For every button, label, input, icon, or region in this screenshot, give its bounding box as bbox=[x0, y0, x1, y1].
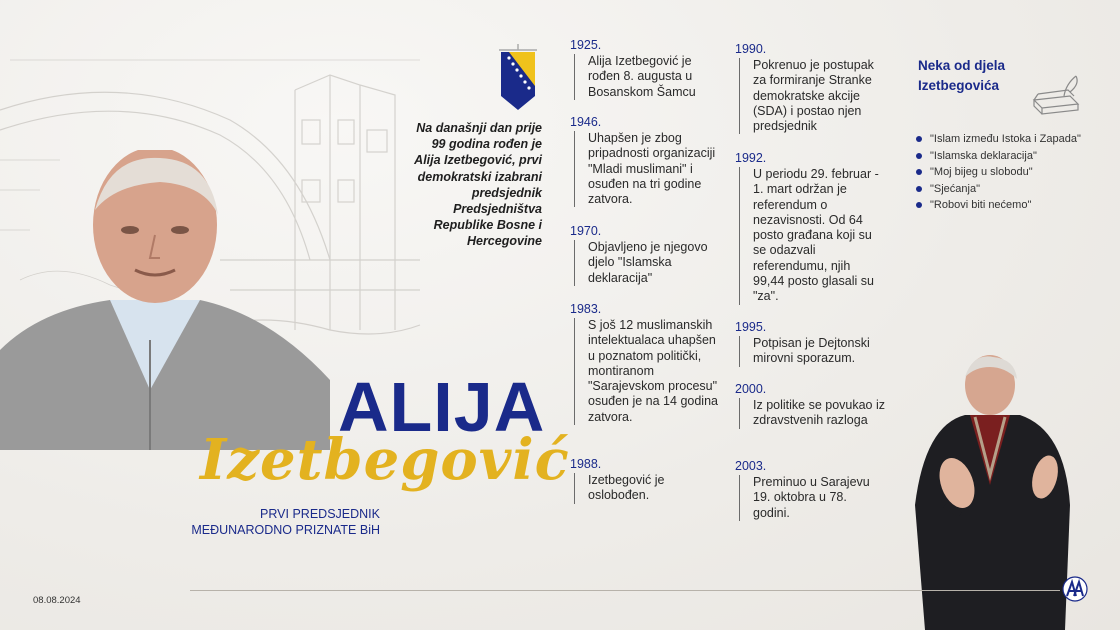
timeline-item bbox=[570, 302, 720, 425]
timeline-year: 1925. bbox=[570, 38, 602, 52]
timeline-year: 1990. bbox=[735, 42, 767, 56]
timeline-item bbox=[735, 320, 885, 367]
portrait-left bbox=[0, 150, 330, 450]
publish-date: 08.08.2024 bbox=[33, 595, 81, 606]
timeline-year: 1970. bbox=[570, 224, 602, 238]
list-item: "Robovi biti nećemo" bbox=[916, 197, 1086, 214]
timeline-item bbox=[570, 224, 720, 286]
subtitle-line2: MEĐUNARODNO PRIZNATE BiH bbox=[191, 523, 380, 537]
timeline-item bbox=[570, 38, 720, 100]
list-item: "Islam između Istoka i Zapada" bbox=[916, 131, 1086, 148]
timeline-year: 1992. bbox=[735, 151, 767, 165]
bottom-divider bbox=[190, 590, 1060, 591]
timeline-text: Izetbegović je oslobođen. bbox=[574, 473, 720, 504]
aa-logo-icon bbox=[1062, 576, 1088, 602]
bih-flag-pennant-icon bbox=[497, 44, 539, 114]
timeline-text: U periodu 29. februar - 1. mart održan je referendum o nezavisnosti. Od 64 posto građana koji su se odazvali referendumu, njih 99,44 posto glasali su "za". bbox=[739, 167, 885, 305]
name-last: Izetbegović bbox=[200, 427, 570, 493]
timeline-item bbox=[735, 382, 885, 429]
timeline-item bbox=[735, 151, 885, 305]
timeline-year: 1995. bbox=[735, 320, 767, 334]
timeline-text: Iz politike se povukao iz zdravstvenih razloga bbox=[739, 398, 885, 429]
timeline-text: Objavljeno je njegovo djelo "Islamska deklaracija" bbox=[574, 240, 720, 286]
subtitle bbox=[190, 506, 380, 538]
list-item: "Sjećanja" bbox=[916, 181, 1086, 198]
timeline-text: Potpisan je Dejtonski mirovni sporazum. bbox=[739, 336, 885, 367]
works-title: Neka od djela Izetbegovića bbox=[918, 58, 1006, 93]
timeline-text: Uhapšen je zbog pripadnosti organizaciji "Mladi muslimani" i osuđen na tri godine zatvora. bbox=[574, 131, 720, 207]
books-quill-icon bbox=[1030, 74, 1084, 120]
list-item: "Islamska deklaracija" bbox=[916, 148, 1086, 165]
name-first: ALIJA bbox=[338, 368, 546, 446]
subtitle-line1: PRVI PREDSJEDNIK bbox=[260, 507, 380, 521]
works-list bbox=[916, 131, 1086, 214]
timeline-year: 1988. bbox=[570, 457, 602, 471]
timeline-item bbox=[570, 457, 720, 504]
timeline-text: Alija Izetbegović je rođen 8. augusta u Bosanskom Šamcu bbox=[574, 54, 720, 100]
timeline-text: Pokrenuo je postupak za formiranje Stranke demokratske akcije (SDA) i postao njen predsjednik bbox=[739, 58, 885, 134]
list-item: "Moj bijeg u slobodu" bbox=[916, 164, 1086, 181]
timeline-text: S još 12 muslimanskih intelektualaca uhapšen u poznatom politički, montiranom "Sarajevskom procesu" osuđen je na 14 godina zatvora. bbox=[574, 318, 720, 425]
timeline-item bbox=[735, 42, 885, 134]
timeline-item bbox=[735, 459, 885, 521]
timeline-year: 1983. bbox=[570, 302, 602, 316]
timeline-year: 2000. bbox=[735, 382, 767, 396]
portrait-right bbox=[905, 355, 1080, 630]
timeline-year: 1946. bbox=[570, 115, 602, 129]
timeline-year: 2003. bbox=[735, 459, 767, 473]
timeline-item bbox=[570, 115, 720, 207]
timeline-text: Preminuo u Sarajevu 19. oktobra u 78. godini. bbox=[739, 475, 885, 521]
intro-text: Na današnji dan prije 99 godina rođen je Alija Izetbegović, prvi demokratski izabrani predsjednik Predsjedništva Republike Bosne i Hercegovine bbox=[414, 121, 542, 249]
